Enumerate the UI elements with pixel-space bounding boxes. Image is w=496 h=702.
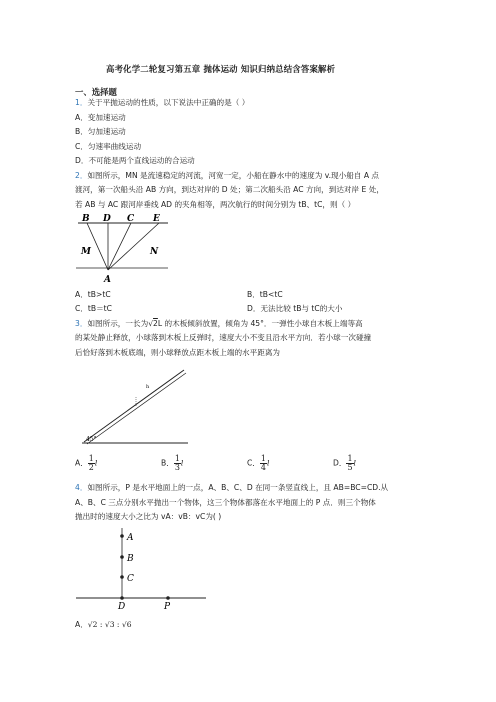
denominator: 3 [174, 463, 180, 472]
q1-option-b: B．匀加速运动 [75, 127, 126, 136]
question-4-line2: A、B、C 三点分别水平抛出一个物体，这三个物体都落在水平地面上的 P 点．则三个物体 [75, 498, 376, 507]
q1-option-d: D．不可能是两个直线运动的合运动 [75, 156, 195, 165]
q4-option-a-label: A． [75, 620, 88, 629]
q3-option-a-fraction [88, 454, 98, 472]
question-3-text1a: 如图所示，一长为 [87, 319, 149, 328]
label-p: P [164, 602, 171, 612]
projectile-points-figure [74, 526, 210, 612]
q3-option-b-label: B． [161, 458, 174, 468]
label-c: C [127, 214, 135, 224]
q2-option-b: B．tB<tC [247, 290, 283, 299]
question-4-line3: 抛出时的速度大小之比为 vA：vB：vC为( ) [75, 512, 222, 521]
sqrt-radicand: 2 [153, 319, 158, 328]
label-n: N [150, 247, 159, 257]
q3-option-d [333, 455, 356, 472]
q3-option-b [161, 455, 183, 472]
q3-option-c-label: C． [247, 458, 260, 468]
point-p [166, 596, 170, 600]
q2-option-a: A．tB>tC [75, 290, 111, 299]
point-b [120, 555, 124, 559]
sqrt-symbol: √ [148, 319, 154, 328]
label-m: M [81, 247, 91, 257]
q2-option-d: D．无法比较 tB与 tC的大小 [247, 304, 343, 313]
question-2-number: 2． [75, 171, 88, 180]
height-mark: h [146, 384, 150, 390]
question-3-line1 [75, 319, 363, 329]
q3-option-d-fraction [346, 455, 353, 472]
angle-label: 45° [86, 436, 97, 443]
label-a: A [127, 533, 134, 543]
variable: l [94, 458, 98, 468]
numerator: 1 [174, 454, 180, 463]
label-d: D [118, 602, 126, 612]
page-title: 高考化学二轮复习第五章 抛体运动 知识归纳总结含答案解析 [106, 64, 336, 74]
q1-option-a: A．变加速运动 [75, 113, 126, 122]
numerator: 1 [88, 454, 94, 463]
q4-option-a [75, 620, 132, 630]
question-1-stem [75, 98, 249, 108]
numerator: 1 [260, 454, 266, 463]
question-4-line1 [75, 483, 388, 493]
q3-option-c [247, 455, 269, 472]
variable: l [353, 458, 356, 468]
section-heading: 一、选择题 [75, 87, 117, 97]
question-1-number: 1． [75, 98, 88, 107]
denominator: 5 [347, 463, 353, 472]
label-b: B [82, 214, 90, 224]
board-line-2 [87, 373, 186, 444]
variable: l [180, 458, 184, 468]
numerator: 1 [347, 454, 353, 463]
question-2-line1 [75, 171, 379, 181]
q3-option-c-fraction [260, 454, 270, 472]
question-1-text: 关于平抛运动的性质，以下说法中正确的是（ ） [87, 98, 250, 107]
label-a: A [104, 275, 111, 284]
question-4-text1: 如图所示，P 是水平地面上的一点，A、B、C、D 在同一条竖直线上，且 AB=BC=CD.从 [87, 483, 389, 492]
river-crossing-figure [72, 212, 172, 284]
question-2-text1: 如图所示，MN 是流速稳定的河流，河宽一定，小船在静水中的速度为 v.现小船自 A 点 [87, 171, 380, 180]
label-e: E [153, 214, 160, 224]
q3-option-a [75, 455, 97, 472]
line-ac [108, 223, 131, 270]
point-d [120, 596, 124, 600]
point-a [120, 534, 124, 538]
q3-option-d-label: D． [333, 458, 347, 468]
question-2-line2: 渡河，第一次船头沿 AB 方向，到达对岸的 D 处；第二次船头沿 AC 方向，到达对岸 E 处， [75, 185, 384, 194]
question-3-text1b: L 的木板倾斜放置，倾角为 45°．一弹性小球自木板上端等高 [157, 319, 363, 328]
inclined-board-figure [80, 368, 192, 448]
question-3-line3: 后恰好落到木板底端，则小球释放点距木板上端的水平距离为 [75, 348, 281, 357]
q4-option-a-value: √2 : √3 : √6 [87, 620, 132, 629]
question-3-line2: 的某处静止释放，小球落到木板上反弹时，速度大小不变且沿水平方向．若小球一次碰撞 [75, 333, 372, 342]
q3-option-b-fraction [174, 454, 184, 472]
variable: l [267, 458, 270, 468]
denominator: 4 [260, 463, 266, 472]
denominator: 2 [88, 463, 94, 472]
label-d: D [103, 214, 111, 224]
q3-option-a-label: A． [75, 458, 88, 468]
question-3-number: 3． [75, 319, 88, 328]
board-line-1 [84, 370, 184, 442]
q2-option-c: C．tB＝tC [75, 304, 112, 313]
question-2-line3: 若 AB 与 AC 跟河岸垂线 AD 的夹角相等，两次航行的时间分别为 tB、tC，则（ ） [75, 200, 356, 209]
q1-option-c: C．匀速率曲线运动 [75, 142, 142, 151]
label-c: C [127, 574, 134, 584]
point-c [120, 575, 124, 579]
label-b: B [127, 554, 134, 564]
question-4-number: 4． [75, 483, 88, 492]
